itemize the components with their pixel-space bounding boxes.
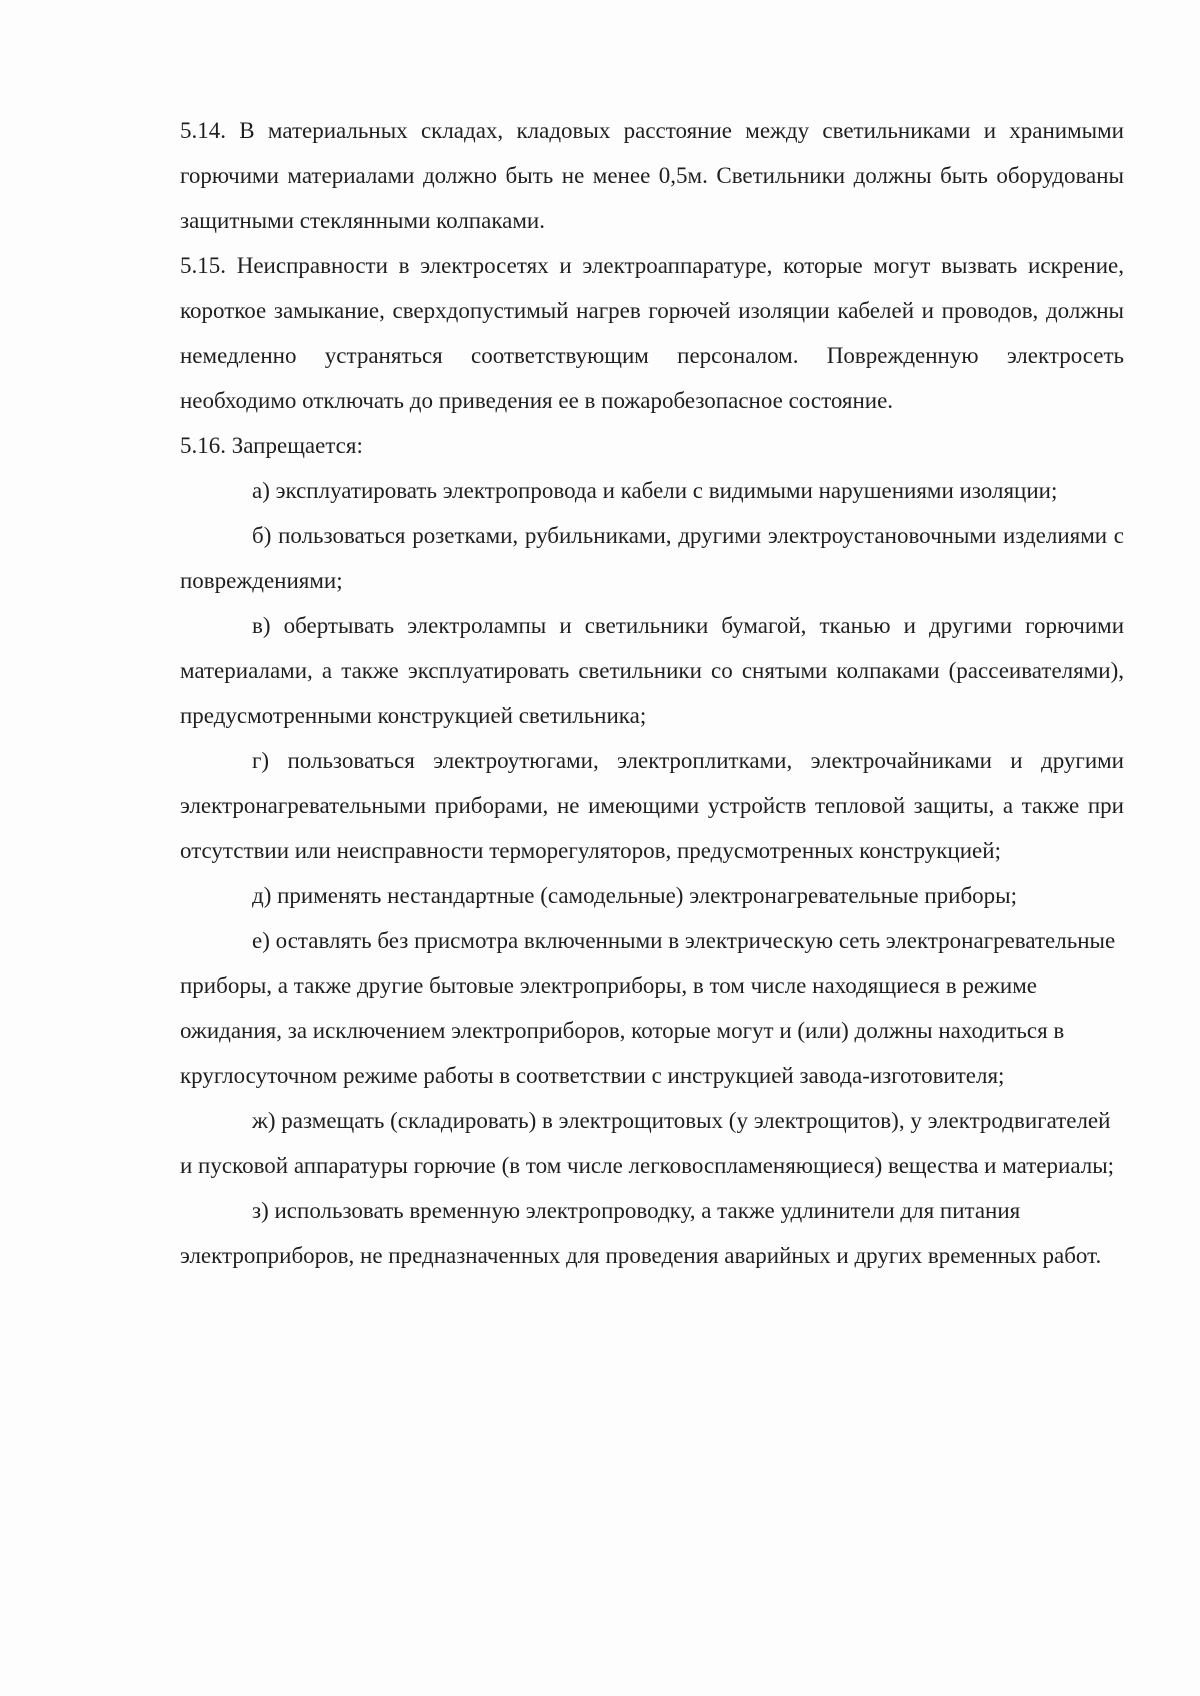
prohibition-item-zh: ж) размещать (складировать) в электрощитовых (у электрощитов), у электродвигателей и пусковой аппаратуры горючие (в том числе легковоспламеняющиеся) вещества и материалы; (180, 1108, 1115, 1178)
prohibition-item-d: д) применять нестандартные (самодельные) электронагревательные приборы; (252, 883, 1017, 908)
prohibition-item-b: б) пользоваться розетками, рубильниками, другими электроустановочными изделиями с повреждениями; (180, 523, 1124, 593)
paragraph-5-16-heading: 5.16. Запрещается: (180, 433, 363, 458)
paragraph-5-14: 5.14. В материальных складах, кладовых расстояние между светильниками и хранимыми горючими материалами должно быть не менее 0,5м. Светильники должны быть оборудованы защитными стеклянными колпаками. (180, 118, 1124, 233)
document-body (180, 108, 1124, 1278)
prohibition-item-g: г) пользоваться электроутюгами, электроплитками, электрочайниками и другими электронагревательными приборами, не имеющими устройств тепловой защиты, а также при отсутствии или неисправности терморегуляторов, предусмотренных конструкцией; (180, 748, 1124, 863)
paragraph-5-15: 5.15. Неисправности в электросетях и электроаппаратуре, которые могут вызвать искрение, короткое замыкание, сверхдопустимый нагрев горючей изоляции кабелей и проводов, должны немедленно устраняться соответствующим персоналом. Поврежденную электросеть необходимо отключать до приведения ее в пожаробезопасное состояние. (180, 253, 1124, 413)
prohibition-item-e: е) оставлять без присмотра включенными в электрическую сеть электронагревательные приборы, а также другие бытовые электроприборы, в том числе находящиеся в режиме ожидания, за исключением электроприборов, которые могут и (или) должны находиться в круглосуточном режиме работы в соответствии с инструкцией завода-изготовителя; (180, 928, 1116, 1088)
prohibition-item-a: а) эксплуатировать электропровода и кабели с видимыми нарушениями изоляции; (252, 478, 1058, 503)
prohibition-item-v: в) обертывать электролампы и светильники бумагой, тканью и другими горючими материалами, а также эксплуатировать светильники со снятыми колпаками (рассеивателями), предусмотренными конструкцией светильника; (180, 613, 1124, 728)
prohibition-item-z: з) использовать временную электропроводку, а также удлинители для питания электроприборов, не предназначенных для проведения аварийных и других временных работ. (180, 1198, 1102, 1268)
